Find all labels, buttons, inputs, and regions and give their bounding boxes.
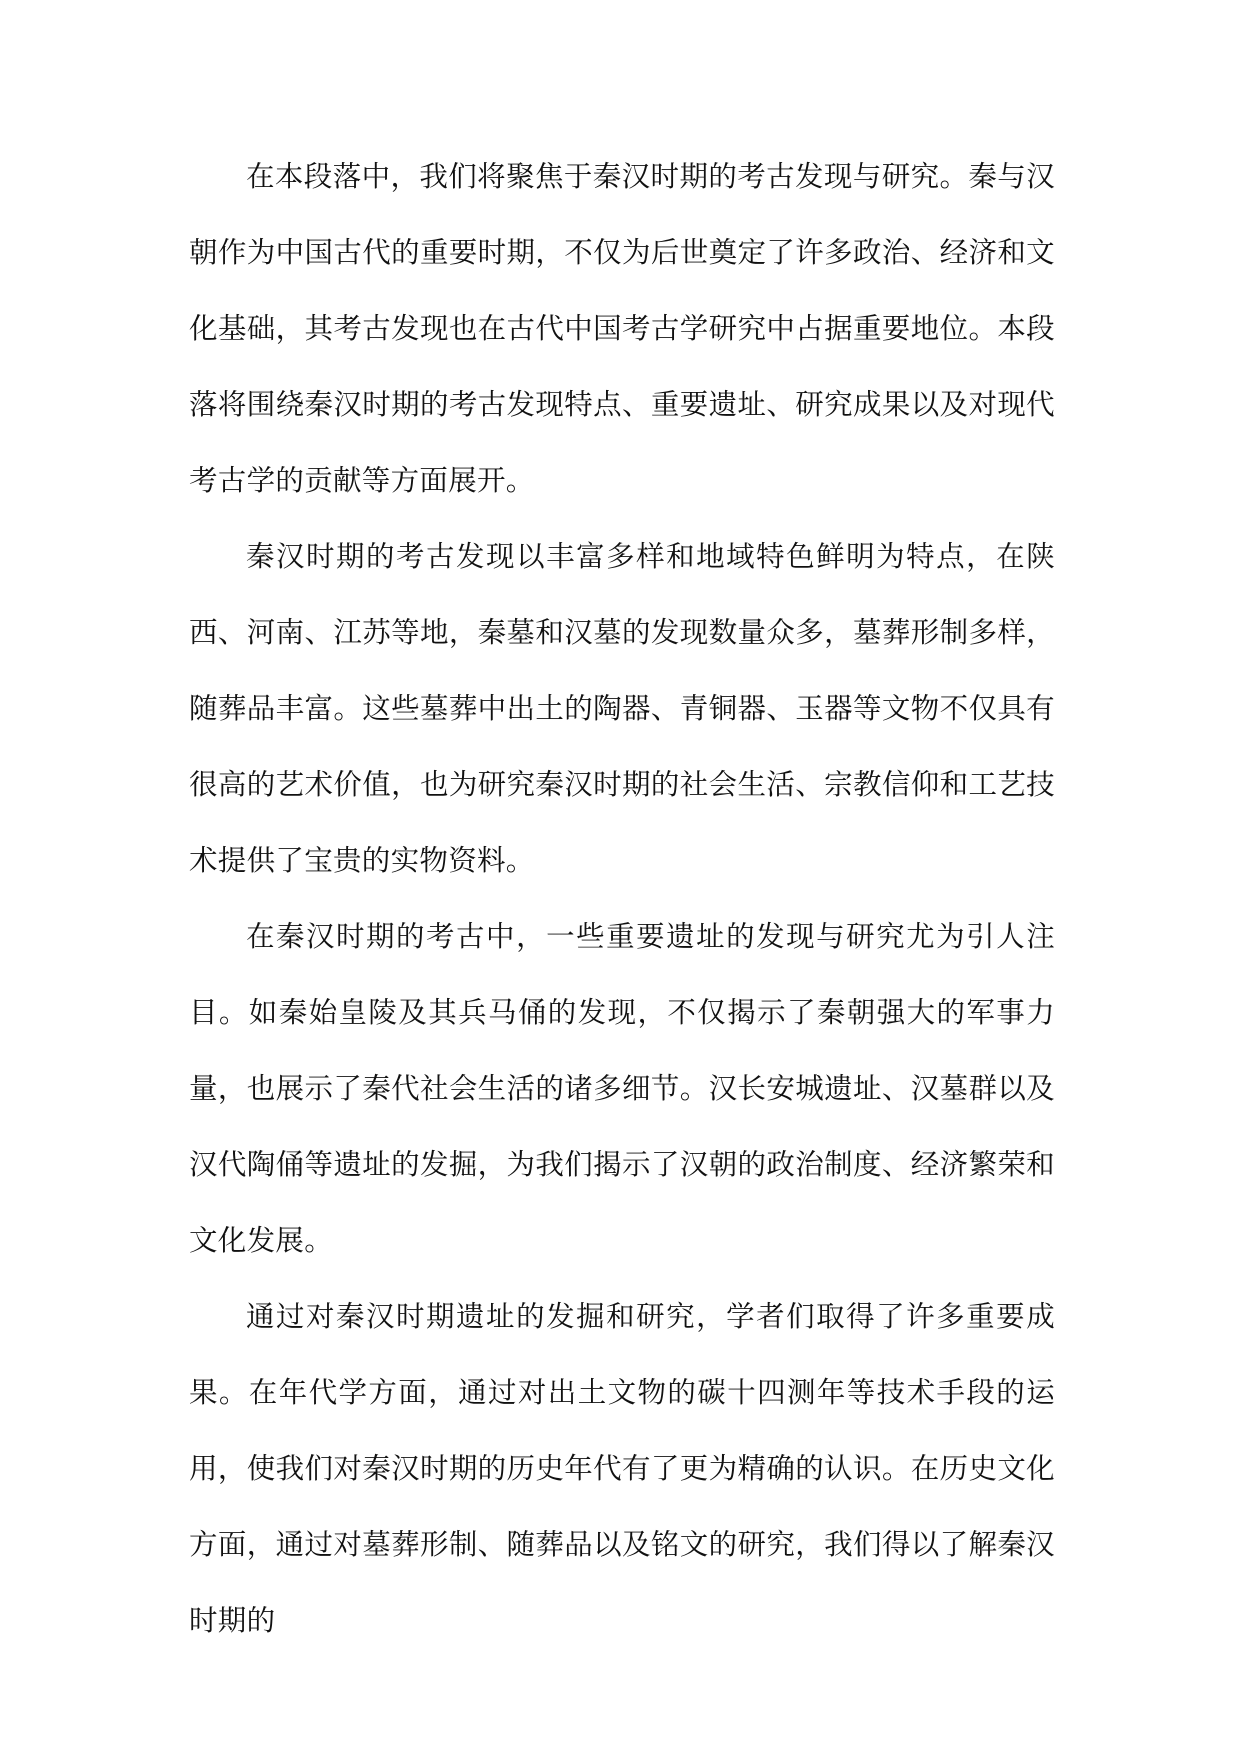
paragraph-1: 在本段落中，我们将聚焦于秦汉时期的考古发现与研究。秦与汉朝作为中国古代的重要时期，不仅为后世奠定了许多政治、经济和文化基础，其考古发现也在古代中国考古学研究中占据重要地位。本段落将围绕秦汉时期的考古发现特点、重要遗址、研究成果以及对现代考古学的贡献等方面展开。 [189, 160, 1055, 497]
paragraph-4: 通过对秦汉时期遗址的发掘和研究，学者们取得了许多重要成果。在年代学方面，通过对出土文物的碳十四测年等技术手段的运用，使我们对秦汉时期的历史年代有了更为精确的认识。在历史文化方面，通过对墓葬形制、随葬品以及铭文的研究，我们得以了解秦汉时期的 [189, 1300, 1055, 1637]
document-body [189, 139, 1055, 1659]
paragraph-3: 在秦汉时期的考古中，一些重要遗址的发现与研究尤为引人注目。如秦始皇陵及其兵马俑的发现，不仅揭示了秦朝强大的军事力量，也展示了秦代社会生活的诸多细节。汉长安城遗址、汉墓群以及汉代陶俑等遗址的发掘，为我们揭示了汉朝的政治制度、经济繁荣和文化发展。 [189, 920, 1055, 1257]
paragraph-2: 秦汉时期的考古发现以丰富多样和地域特色鲜明为特点，在陕西、河南、江苏等地，秦墓和汉墓的发现数量众多，墓葬形制多样，随葬品丰富。这些墓葬中出土的陶器、青铜器、玉器等文物不仅具有很高的艺术价值，也为研究秦汉时期的社会生活、宗教信仰和工艺技术提供了宝贵的实物资料。 [189, 540, 1055, 877]
